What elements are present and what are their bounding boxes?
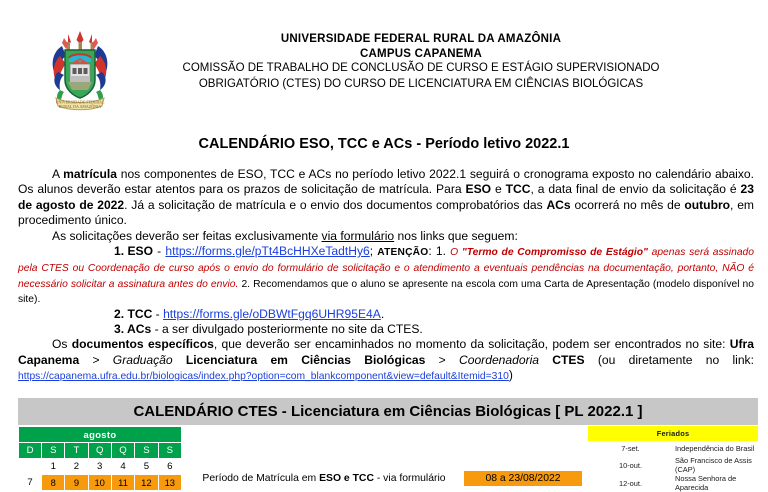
list-item-tcc [18, 307, 754, 322]
calendar-week-row [19, 475, 182, 491]
p1-text-4: , a data final de envio da solicitação é [530, 182, 741, 197]
p1-bold-deadline: 23 de agosto de 2022 [18, 182, 754, 212]
holiday-name: Nossa Senhora de Aparecida [675, 474, 737, 492]
holidays-panel [588, 426, 758, 492]
eso-attention-label: ATENÇÃO [377, 247, 429, 259]
month-calendar-agosto [18, 426, 182, 491]
eso-note-red-1: O [450, 247, 462, 259]
weekday-cell: S [158, 443, 181, 459]
tcc-period: . [380, 306, 385, 321]
list-item-acs [18, 322, 754, 337]
day-cell-highlighted: 10 [88, 475, 111, 491]
svg-text:UNIVERSIDADE FEDERAL: UNIVERSIDADE FEDERAL [55, 99, 105, 105]
p1-text-5: . Já a solicitação de matrícula e o envio dos documentos comprobatórios das [124, 197, 547, 212]
p1-text-3: e [491, 182, 506, 197]
day-cell: 7 [19, 475, 42, 491]
eso-note-tail: 2. Recomendamos que o aluno se apresente na escola com uma Carta de Apresentação (modelo disponível no site). [18, 278, 755, 306]
holiday-row [588, 441, 758, 456]
weekday-cell: S [135, 443, 158, 459]
p3-bold-course: Licenciatura em Ciências Biológicas [185, 352, 426, 367]
calendar-body [18, 426, 758, 492]
p1-bold-acs: ACs [546, 197, 571, 212]
month-name-row [19, 427, 182, 443]
eso-colon: : 1. [428, 244, 451, 259]
site-link[interactable]: https://capanema.ufra.edu.br/biologicas/index.php?option=com_blankcomponent&view=default&Itemid=310 [18, 371, 509, 383]
paragraph-enrollment [18, 167, 754, 229]
calendar-banner-title: CALENDÁRIO CTES - Licenciatura em Ciências Biológicas [ PL 2022.1 ] [18, 398, 758, 425]
p1-bold-1: matrícula [63, 167, 117, 181]
day-cell: 1 [42, 459, 65, 475]
paragraph-documents [18, 337, 754, 384]
eso-dash: - [153, 244, 166, 259]
eso-note-red-bold: "Termo de Compromisso de Estágio" [461, 247, 648, 259]
campus-name: CAMPUS CAPANEMA [359, 47, 483, 60]
p1-text-1: A [52, 167, 64, 181]
p3-text-2: , que deverão ser encaminhados no momento da solicitação, podem ser encontrados no site: [213, 337, 730, 352]
eso-semicolon: ; [369, 244, 378, 259]
p3-bold-docs: documentos específicos [71, 337, 214, 352]
page-title: CALENDÁRIO ESO, TCC e ACs - Período letivo 2022.1 [198, 136, 570, 152]
day-cell-highlighted: 11 [111, 475, 134, 491]
day-cell-highlighted: 13 [158, 475, 181, 491]
day-cell [19, 459, 42, 475]
p1-text-2: nos componentes de ESO, TCC e ACs no período letivo 2022.1 seguirá o cronograma exposto no calendário abaixo. Os alunos deverão estar atentos para os prazos de solicitação de matrícula. Para [18, 167, 754, 197]
p3-space-1 [173, 353, 186, 367]
day-cell: 3 [88, 459, 111, 475]
p3-text-1: Os [52, 337, 72, 352]
p3-sep-1: > [79, 352, 113, 367]
acs-number-label: 3. ACs [114, 322, 152, 337]
p3-bold-ctes: CTES [552, 352, 585, 367]
p2-underline: via formulário [321, 228, 395, 243]
p3-text-4: ) [508, 368, 513, 383]
holiday-date: 12-out. [618, 478, 642, 488]
eso-note-red-2: apenas será assinado pela CTES ou Coordenação de curso após o envio do formulário de solicitação e o atendimento a eventuais pendências na documentação, portanto, NÃO é necessário solicitar a assinatura antes do envio. [18, 247, 755, 290]
holiday-name: Independência do Brasil [675, 444, 755, 453]
event-text-pre: Período de Matrícula em [202, 473, 320, 484]
holiday-row [588, 456, 758, 474]
document-body [0, 167, 768, 385]
day-cell: 2 [65, 459, 88, 475]
holidays-header-row [588, 426, 758, 441]
document-header [0, 0, 768, 114]
weekday-cell: Q [88, 443, 111, 459]
tcc-form-link[interactable]: https://forms.gle/oDBWtFgq6UHR95E4A [163, 306, 381, 321]
holiday-date: 7-set. [621, 444, 640, 453]
eso-form-link[interactable]: https://forms.gle/pTt4BcHHXeTadtHy6 [165, 244, 370, 259]
institution-name: UNIVERSIDADE FEDERAL RURAL DA AMAZÔNIA [280, 33, 562, 45]
weekday-cell: T [65, 443, 88, 459]
day-cell: 5 [135, 459, 158, 475]
commission-line-2: OBRIGATÓRIO (CTES) DO CURSO DE LICENCIATURA EM CIÊNCIAS BIOLÓGICAS [198, 77, 644, 90]
calendar-events-column [182, 426, 582, 487]
month-name-cell: agosto [19, 427, 182, 443]
weekday-cell: S [42, 443, 65, 459]
weekday-cell: D [19, 443, 42, 459]
p1-bold-month: outubro [684, 197, 731, 212]
holiday-date: 10-out. [618, 460, 642, 470]
calendar-week-row [19, 459, 182, 475]
p3-text-3: (ou diretamente no link: [584, 352, 754, 367]
event-text-post: - via formulário [373, 473, 446, 484]
commission-line-1: COMISSÃO DE TRABALHO DE CONCLUSÃO DE CURSO E ESTÁGIO SUPERVISIONADO [182, 62, 660, 74]
p3-italic-coordenadoria: Coordenadoria [459, 352, 540, 367]
calendar-event-row [192, 470, 582, 487]
holidays-table [588, 426, 758, 492]
tcc-number-label: 2. TCC [114, 306, 153, 321]
day-cell-highlighted: 12 [135, 475, 158, 491]
p3-space-2 [539, 353, 552, 367]
paragraph-forms-intro [18, 229, 754, 244]
p3-bold-ufra: Ufra Capanema [18, 337, 754, 367]
weekday-header-row [19, 443, 182, 459]
svg-text:RURAL DA AMAZÔNIA: RURAL DA AMAZÔNIA [58, 104, 102, 109]
day-cell-highlighted: 8 [42, 475, 65, 491]
event-date-badge: 08 a 23/08/2022 [464, 471, 582, 486]
event-description [192, 473, 464, 484]
acs-text: - a ser divulgado posteriormente no site da CTES. [151, 322, 423, 337]
p1-text-7: , em procedimento único. [18, 197, 754, 228]
day-cell-highlighted: 9 [65, 475, 88, 491]
weekday-cell: Q [111, 443, 134, 459]
header-title-block [122, 26, 746, 92]
day-cell: 4 [111, 459, 134, 475]
event-text-bold: ESO e TCC [319, 473, 374, 484]
p3-sep-2: > [425, 352, 459, 367]
list-item-eso [18, 244, 754, 307]
holiday-name: São Francisco de Assis (CAP) [675, 456, 752, 474]
p2-text-2: nos links que seguem: [394, 228, 518, 243]
eso-number-label: 1. ESO [114, 244, 153, 259]
calendar-section [18, 398, 758, 492]
p3-italic-graduacao: Graduação [112, 352, 173, 367]
p2-text-1: As solicitações deverão ser feitas exclusivamente [52, 228, 322, 243]
p1-bold-2: ESO [465, 182, 492, 197]
p1-bold-3: TCC [505, 182, 531, 197]
university-crest-icon [38, 28, 122, 114]
tcc-dash: - [152, 306, 164, 321]
holidays-header-cell: Feriados [588, 426, 758, 441]
p1-text-6: ocorrerá no mês de [570, 197, 685, 212]
holiday-row [588, 474, 758, 492]
day-cell: 6 [158, 459, 181, 475]
